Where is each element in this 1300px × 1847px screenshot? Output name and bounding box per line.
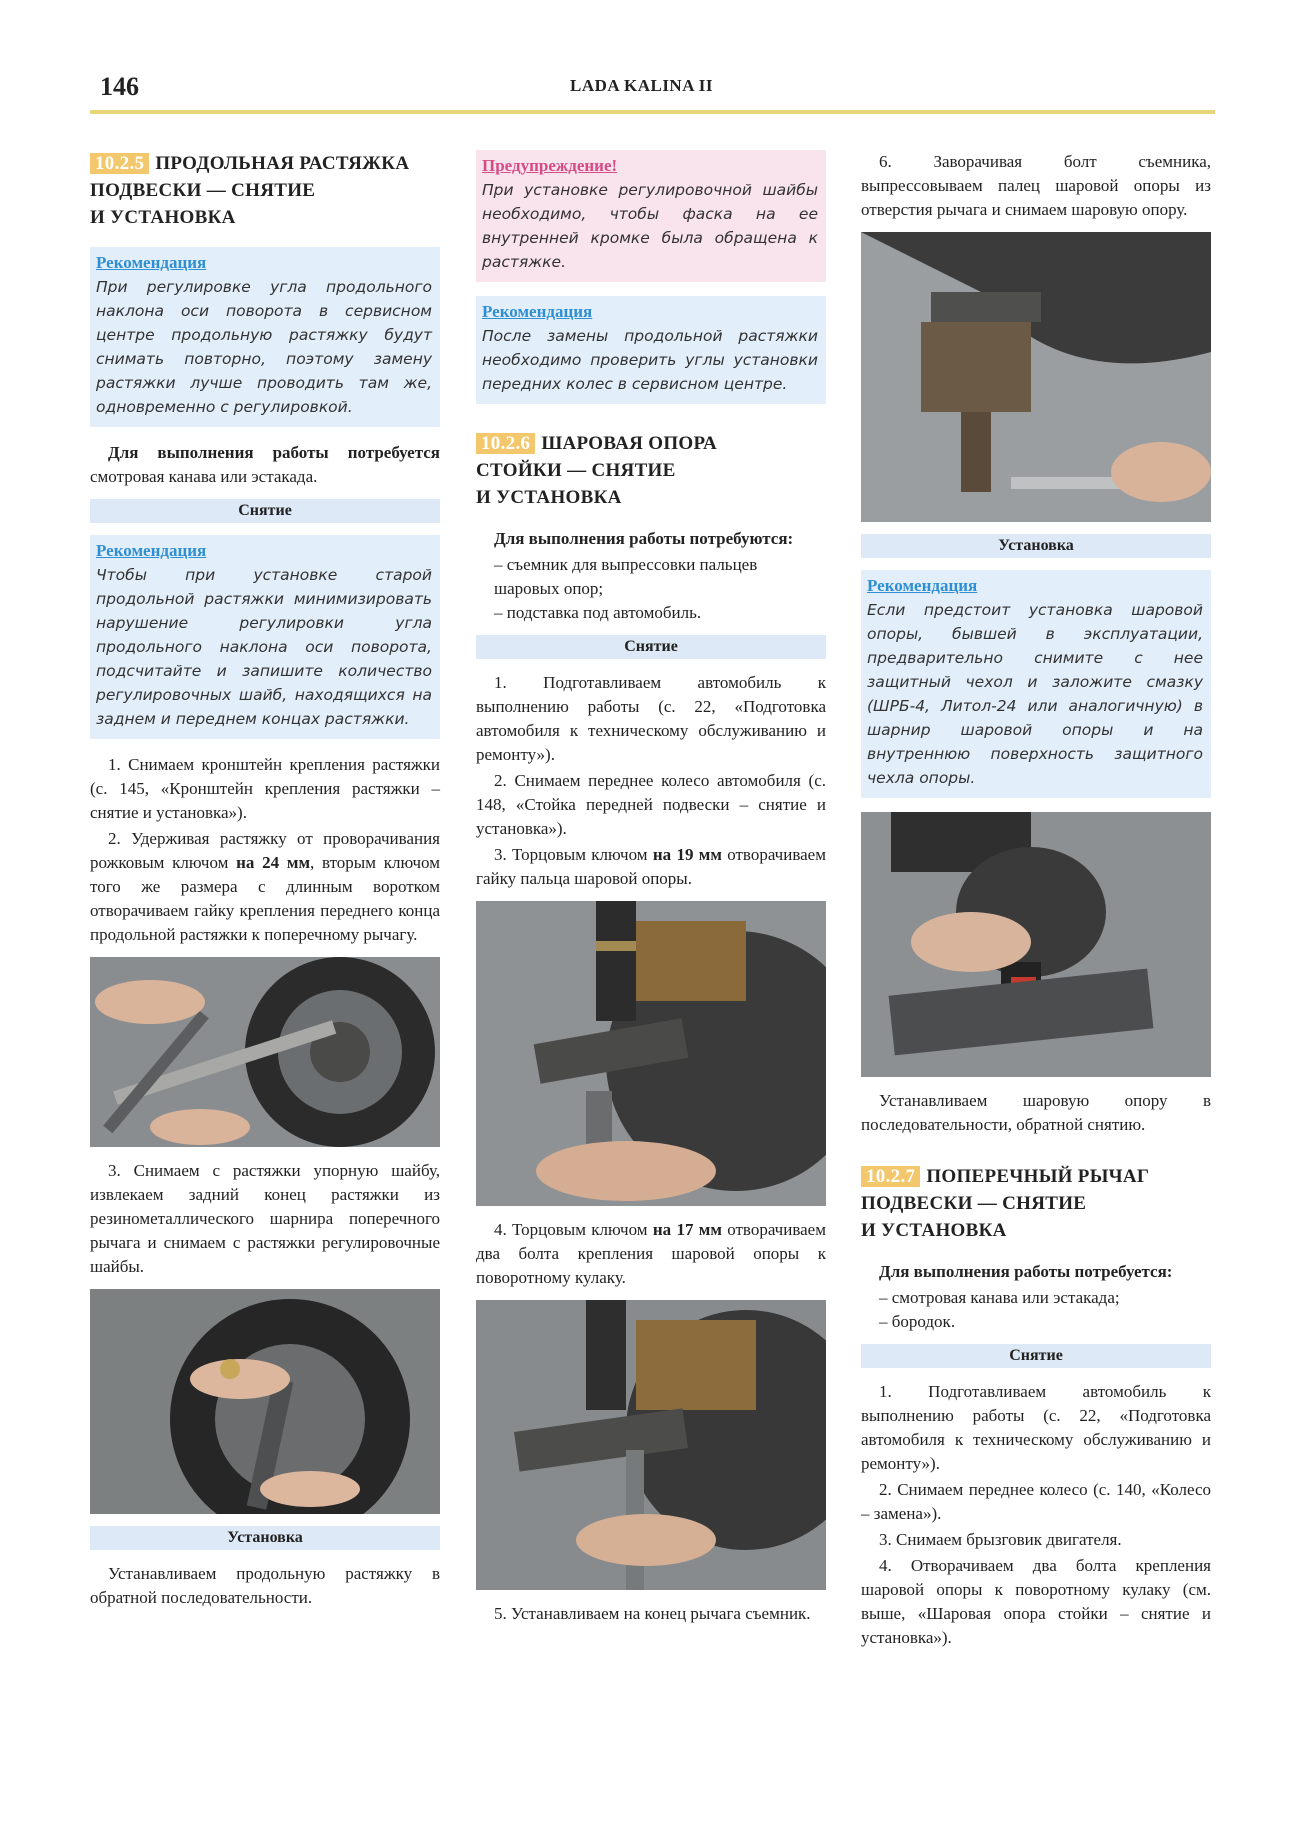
recommendation-heading: Рекомендация (867, 576, 978, 595)
step-paragraph: 3. Снимаем брызговик двигателя. (879, 1530, 1122, 1549)
step-paragraph: 1. Снимаем кронштейн крепления растяжки (с. 145, «Кронштейн крепления растяжки – снятие и установка»). (90, 755, 440, 822)
step-paragraph: 5. Устанавливаем на конец рычага съемник. (494, 1604, 811, 1623)
requirements-lead: Для выполнения работы потребуется: (879, 1262, 1173, 1281)
running-title: LADA KALINA II (570, 76, 714, 95)
photo-puller-on-arm (861, 232, 1211, 522)
step-text: отворачиваем гайку пальца шаровой опоры. (476, 845, 826, 888)
requirement-item: – съемник для выпрессовки пальцев шаровых опор; (494, 555, 758, 598)
recommendation-text: Если предстоит установка шаровой опоры, бывшей в эксплуатации, предварительно снимите с нее защитный чехол и заложите смазку (ШРБ-4, Литол-24 или аналогичную) в шарнир шаровой опоры и на внутреннюю поверхность защитного чехла опоры. (867, 601, 1203, 787)
step-text: 2. Удерживая растяжку от проворачивания рожковым ключом (90, 829, 440, 872)
recommendation-heading: Рекомендация (482, 302, 593, 321)
step-paragraph: 1. Подготавливаем автомобиль к выполнению работы (с. 22, «Подготовка автомобиля к техническому обслуживанию и ремонту»). (861, 1382, 1211, 1473)
photo-ball-joint-nut (476, 901, 826, 1206)
step-paragraph (90, 827, 440, 947)
requirement-item: – смотровая канава или эстакада; (879, 1288, 1120, 1307)
step-paragraph: 3. Снимаем с растяжки упорную шайбу, извлекаем задний конец растяжки из резинометаллического шарнира поперечного рычага и снимаем с растяжки регулировочные шайбы. (90, 1161, 440, 1276)
recommendation-box (861, 570, 1211, 798)
step-paragraph: 2. Снимаем переднее колесо (с. 140, «Колесо – замена»). (861, 1480, 1211, 1523)
step-bold: на 19 мм (652, 845, 722, 864)
recommendation-box (90, 247, 440, 427)
title-line: СТОЙКИ — СНЯТИЕ (476, 460, 676, 481)
section-title-10-2-6 (476, 430, 826, 511)
title-line: ШАРОВАЯ ОПОРА (541, 433, 717, 454)
subheading-removal: Снятие (476, 635, 826, 659)
photo-removing-washers (90, 1289, 440, 1514)
subheading-removal: Снятие (90, 499, 440, 523)
requirements-lead: Для выполнения работы потребуется (108, 443, 440, 462)
section-number: 10.2.6 (476, 433, 535, 454)
subheading-removal: Снятие (861, 1344, 1211, 1368)
install-paragraph: Устанавливаем шаровую опору в последовательности, обратной снятию. (861, 1091, 1211, 1134)
step-paragraph: 6. Заворачивая болт съемника, выпрессовываем палец шаровой опоры из отверстия рычага и снимаем шаровую опору. (861, 152, 1211, 219)
title-line: И УСТАНОВКА (476, 487, 622, 508)
title-line: И УСТАНОВКА (861, 1220, 1007, 1241)
requirement-item: – подставка под автомобиль. (494, 603, 702, 622)
section-number: 10.2.7 (861, 1166, 920, 1187)
column-2 (476, 150, 826, 1628)
section-title-10-2-5 (90, 150, 440, 231)
page-number: 146 (100, 72, 139, 101)
title-line: ПОДВЕСКИ — СНЯТИЕ (861, 1193, 1087, 1214)
warning-heading: Предупреждение! (482, 156, 618, 175)
step-text: отворачиваем два болта крепления шаровой опоры к поворотному кулаку. (476, 1220, 826, 1287)
recommendation-box (476, 296, 826, 404)
section-title-10-2-7 (861, 1163, 1211, 1244)
requirements (90, 441, 440, 489)
step-paragraph: 4. Отворачиваем два болта крепления шаровой опоры к поворотному кулаку (см. выше, «Шаровая опора стойки – снятие и установка»). (861, 1556, 1211, 1647)
step-bold: на 24 мм (236, 853, 311, 872)
photo-lubricating-ball-joint (861, 812, 1211, 1077)
column-1 (90, 150, 440, 1612)
subheading-installation: Установка (90, 1526, 440, 1550)
photo-ball-joint-bolts (476, 1300, 826, 1590)
recommendation-text: После замены продольной растяжки необходимо проверить углы установки передних колес в сервисном центре. (482, 327, 818, 393)
step-text: , вторым ключом того же размера с длинным воротком отворачиваем гайку крепления переднего конца продольной растяжки к поперечному рычагу. (90, 853, 440, 944)
requirement-item: – бородок. (879, 1312, 956, 1331)
recommendation-text: Чтобы при установке старой продольной растяжки минимизировать нарушение регулировки угла продольного наклона оси поворота, подсчитайте и запишите количество регулировочных шайб, находящихся на заднем и переднем концах растяжки. (96, 566, 432, 728)
header-rule (90, 110, 1215, 114)
recommendation-box (90, 535, 440, 739)
title-line: ПОПЕРЕЧНЫЙ РЫЧАГ (926, 1166, 1150, 1187)
requirements-text: смотровая канава или эстакада. (90, 467, 318, 486)
photo-wrench-on-strut-rod (90, 957, 440, 1147)
title-line: ПРОДОЛЬНАЯ РАСТЯЖКА (155, 153, 410, 174)
step-paragraph (476, 843, 826, 891)
step-text: 4. Торцовым ключом (494, 1220, 653, 1239)
warning-text: При установке регулировочной шайбы необходимо, чтобы фаска на ее внутренней кромке была обращена к растяжке. (482, 181, 818, 271)
step-paragraph: 2. Снимаем переднее колесо автомобиля (с. 148, «Стойка передней подвески – снятие и установка»). (476, 771, 826, 838)
step-paragraph: 1. Подготавливаем автомобиль к выполнению работы (с. 22, «Подготовка автомобиля к техническому обслуживанию и ремонту»). (476, 673, 826, 764)
recommendation-heading: Рекомендация (96, 253, 207, 272)
recommendation-text: При регулировке угла продольного наклона оси поворота в сервисном центре продольную растяжку будут снимать повторно, поэтому замену растяжки лучше проводить там же, одновременно с регулировкой. (96, 278, 432, 416)
column-3 (861, 150, 1211, 1652)
subheading-installation: Установка (861, 534, 1211, 558)
recommendation-heading: Рекомендация (96, 541, 207, 560)
step-bold: на 17 мм (652, 1220, 722, 1239)
title-line: ПОДВЕСКИ — СНЯТИЕ (90, 180, 316, 201)
requirements-lead: Для выполнения работы потребуются: (494, 529, 794, 548)
step-paragraph (476, 1218, 826, 1290)
install-paragraph: Устанавливаем продольную растяжку в обратной последовательности. (90, 1564, 440, 1607)
step-text: 3. Торцовым ключом (494, 845, 653, 864)
title-line: И УСТАНОВКА (90, 207, 236, 228)
section-number: 10.2.5 (90, 153, 149, 174)
warning-box (476, 150, 826, 282)
